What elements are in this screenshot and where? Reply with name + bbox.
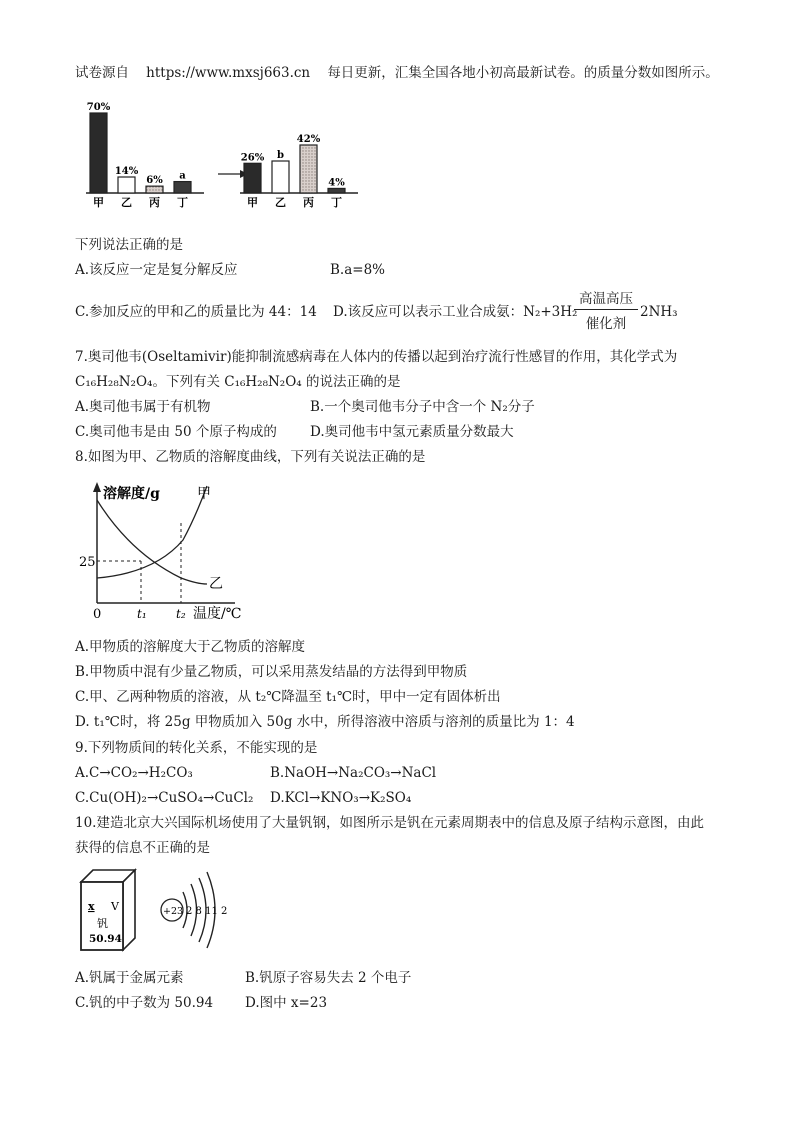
curve-jia-label: 甲 [197,486,211,502]
bar-after-0 [244,163,261,193]
q7-stem-line1: 7.奥司他韦(Oseltamivir)能抑制流感病毒在人体内的传播以起到治疗流行性感冒的作用，其化学式为 [75,349,678,365]
q8-stem: 8.如图为甲、乙物质的溶解度曲线，下列有关说法正确的是 [75,449,426,465]
bar-category-label: 甲 [247,196,258,209]
q6-condition-over: 高温高压 [574,287,638,310]
atomic-number: x [88,900,95,913]
q6-option-b: B.a=8% [330,262,385,278]
curve-yi [97,500,207,584]
q7-stem-line2: C₁₆H₂₈N₂O₄。下列有关 C₁₆H₂₈N₂O₄ 的说法正确的是 [75,374,401,390]
q9-option-d: D.KCl→KNO₃→K₂SO₄ [270,790,412,806]
header-tagline: 每日更新，汇集全国各地小初高最新试卷。的质量分数如图所示。 [327,65,719,81]
bar-before-0 [90,113,107,193]
bar-value-label: 26% [240,152,265,164]
bar-before-2 [146,186,163,193]
solubility-curve-graph [75,478,255,623]
element-symbol: V [111,900,119,913]
bar-before-1 [118,177,135,193]
q7-option-c: C.奥司他韦是由 50 个原子构成的 [75,424,277,440]
source-url[interactable]: https://www.mxsj663.cn [146,65,311,81]
bar-category-label: 甲 [93,196,104,209]
bar-before-3 [174,182,191,193]
bar-value-label: 4% [328,177,345,189]
q8-option-d: D. t₁℃时，将 25g 甲物质加入 50g 水中，所得溶液中溶质与溶剂的质量比为 1：4 [75,714,575,730]
mass-fraction-bar-chart [80,96,370,216]
q10-option-d: D.图中 x=23 [245,995,328,1011]
bar-category-label: 丙 [303,196,314,209]
header-line [75,64,719,82]
bar-value-label: 42% [296,134,321,145]
nuclear-charge: +23 [163,906,184,917]
q7-option-d: D.奥司他韦中氢元素质量分数最大 [310,424,514,440]
q8-option-b: B.甲物质中混有少量乙物质，可以采用蒸发结晶的方法得到甲物质 [75,664,468,680]
q10-stem-line2: 获得的信息不正确的是 [75,840,210,856]
q9-option-c: C.Cu(OH)₂→CuSO₄→CuCl₂ [75,790,254,806]
bar-category-label: 丙 [149,196,160,209]
q8-option-a: A.甲物质的溶解度大于乙物质的溶解度 [75,639,306,655]
q6-option-d-suffix: 2NH₃ [640,304,678,320]
curve-yi-label: 乙 [209,576,223,592]
q9-stem: 9.下列物质间的转化关系，不能实现的是 [75,740,318,756]
bar-value-label: a [179,170,186,182]
bar-value-label: b [277,150,284,161]
vanadium-info-figure [75,866,245,956]
q10-option-b: B.钒原子容易失去 2 个电子 [245,970,412,986]
source-label: 试卷源自 [75,65,129,81]
electron-counts: 2 8 11 2 [186,906,228,917]
element-name: 钒 [97,917,108,930]
q6-option-c: C.参加反应的甲和乙的质量比为 44：14 [75,304,317,320]
bar-after-3 [328,188,345,193]
t2-label: t₂ [176,607,186,621]
q7-option-b: B.一个奥司他韦分子中含一个 N₂分子 [310,399,535,415]
bar-value-label: 14% [114,166,139,177]
q10-stem-line1: 10.建造北京大兴国际机场使用了大量钒钢，如图所示是钒在元素周期表中的信息及原子结构示意图，由此 [75,815,704,831]
bar-value-label: 70% [86,102,111,113]
q6-reaction-conditions [574,287,638,332]
bar-category-label: 丁 [177,196,188,209]
bar-category-label: 丁 [331,196,342,209]
q7-option-a: A.奥司他韦属于有机物 [75,399,211,415]
q10-option-c: C.钒的中子数为 50.94 [75,995,214,1011]
t1-label: t₁ [137,607,147,621]
bar-after-1 [272,161,289,193]
bar-value-label: 6% [146,175,163,187]
q10-option-a: A.钒属于金属元素 [75,970,184,986]
y-axis-label: 溶解度/g [103,486,160,502]
q6-condition-under: 催化剂 [585,316,627,332]
x-axis-label: 温度/℃ [193,606,242,622]
origin-label: 0 [93,607,102,622]
q9-option-a: A.C→CO₂→H₂CO₃ [75,765,193,781]
bar-after-2 [300,145,317,193]
atomic-mass: 50.94 [89,933,122,945]
y-axis-arrow [93,482,101,492]
q6-stem: 下列说法正确的是 [75,237,183,253]
cube-side [123,870,135,950]
q6-option-a: A.该反应一定是复分解反应 [75,262,238,278]
q6-option-d-prefix: D.该反应可以表示工业合成氨：N₂+3H₂ [333,304,578,320]
bar-category-label: 乙 [275,196,286,209]
q8-option-c: C.甲、乙两种物质的溶液，从 t₂℃降温至 t₁℃时，甲中一定有固体析出 [75,689,501,705]
y-tick-25: 25 [79,555,96,570]
q9-option-b: B.NaOH→Na₂CO₃→NaCl [270,765,437,781]
bar-category-label: 乙 [121,196,132,209]
